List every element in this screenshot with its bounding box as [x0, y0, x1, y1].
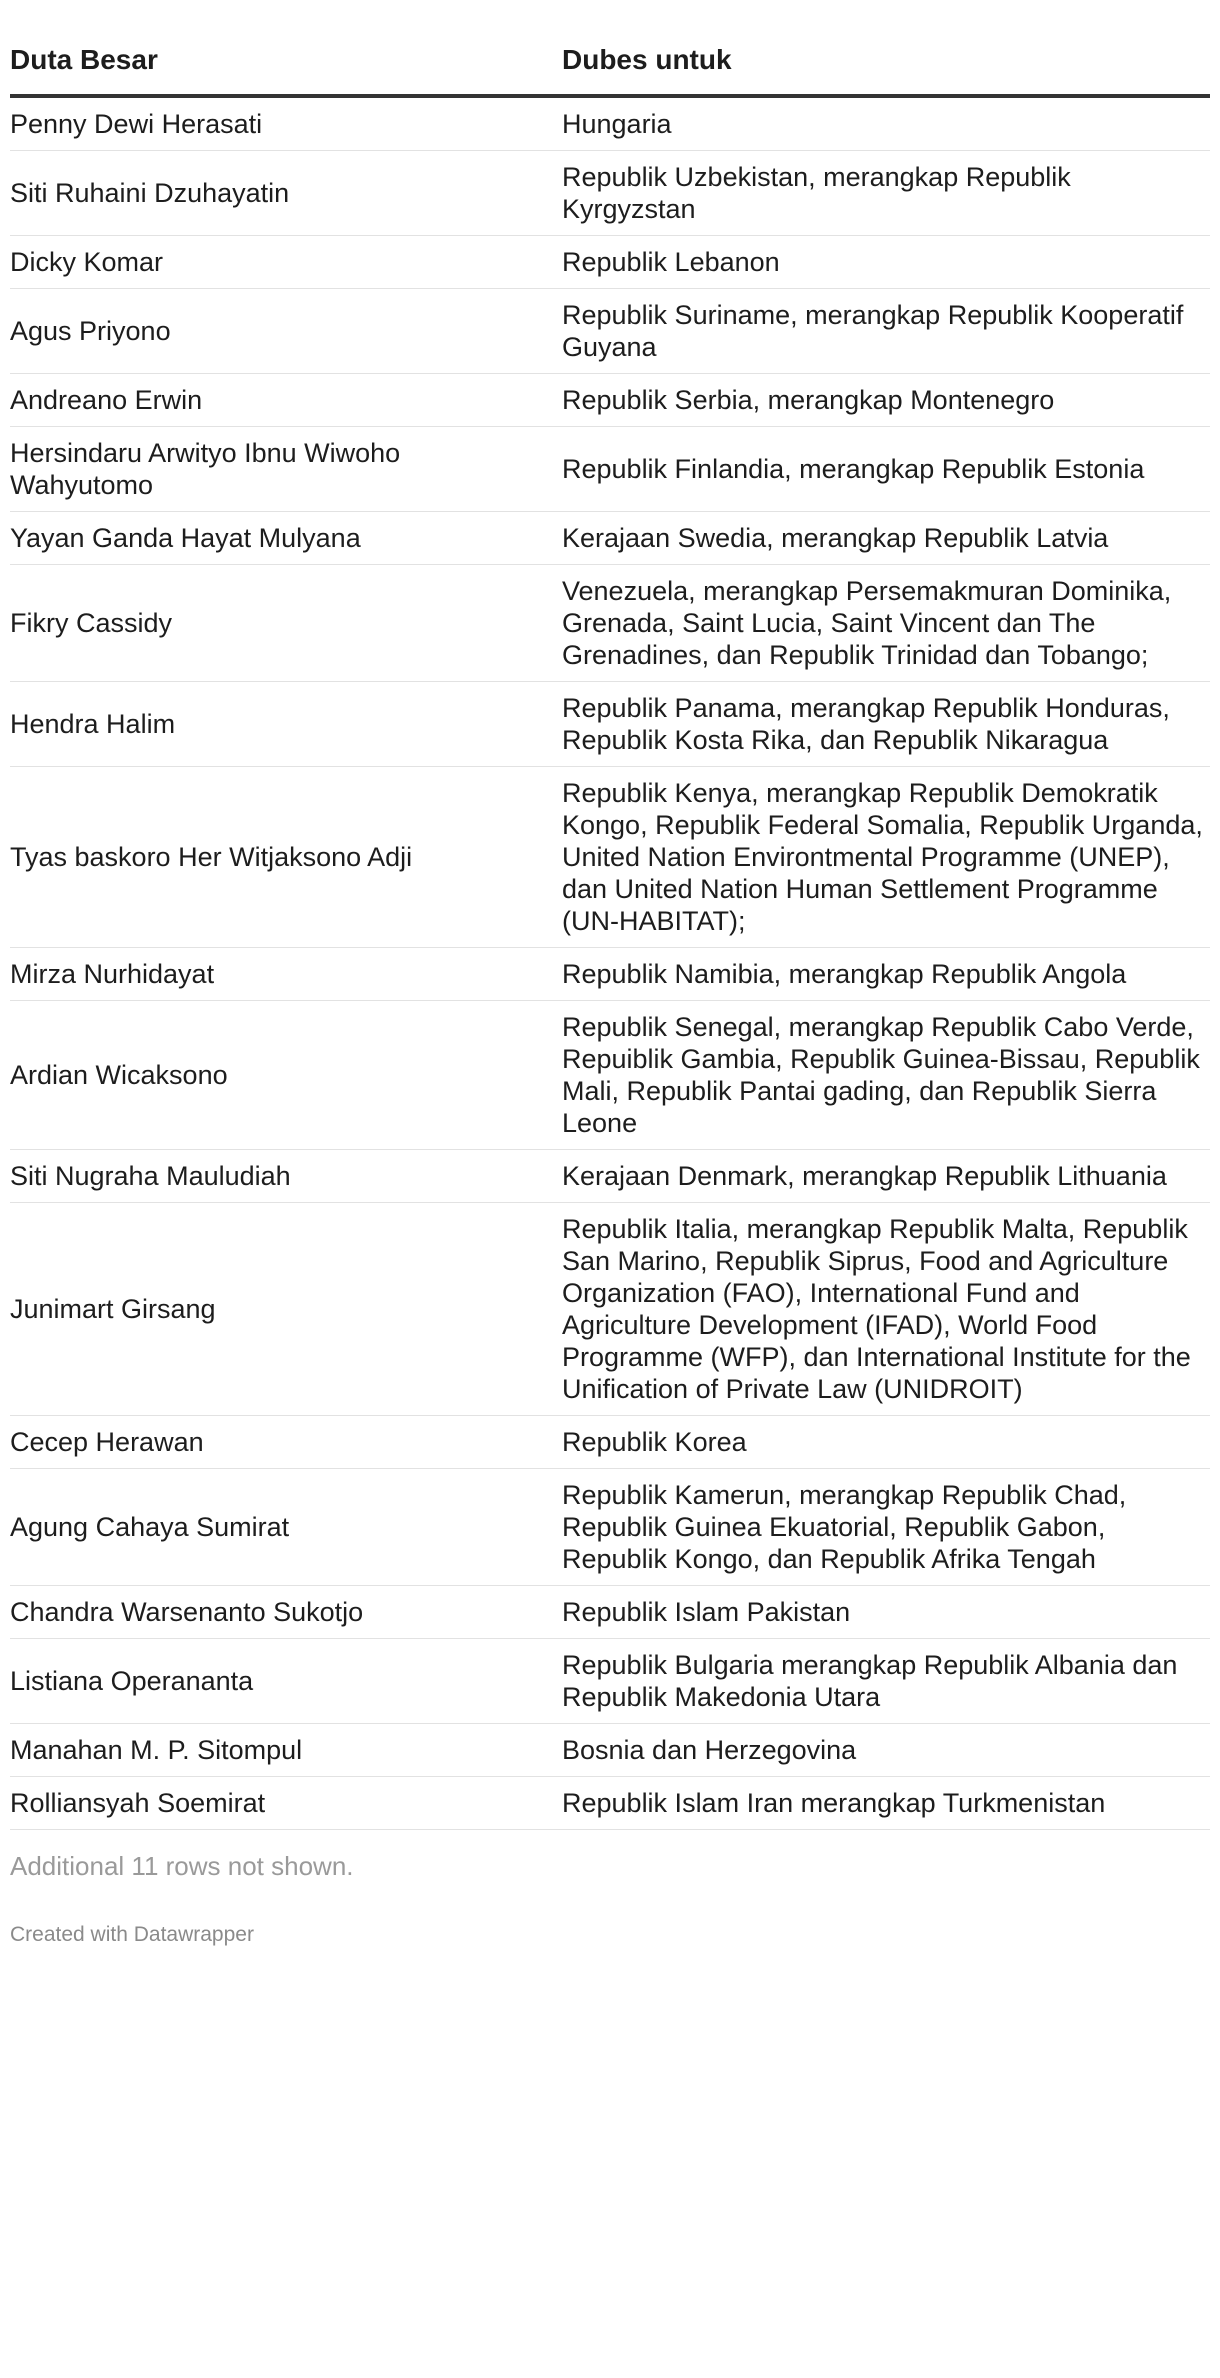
ambassador-name-cell: Chandra Warsenanto Sukotjo: [10, 1586, 562, 1639]
datawrapper-table-container: [10, 0, 1220, 1948]
posting-country-cell: Republik Kamerun, merangkap Republik Chad, Republik Guinea Ekuatorial, Republik Gabon, Republik Kongo, dan Republik Afrika Tengah: [562, 1469, 1210, 1586]
ambassador-name-cell: Cecep Herawan: [10, 1416, 562, 1469]
table-body: [10, 96, 1210, 1830]
posting-country-cell: Bosnia dan Herzegovina: [562, 1724, 1210, 1777]
table-row: [10, 1001, 1210, 1150]
ambassador-name-cell: Junimart Girsang: [10, 1203, 562, 1416]
ambassador-name-cell: Siti Nugraha Mauludiah: [10, 1150, 562, 1203]
posting-country-cell: Republik Italia, merangkap Republik Malta, Republik San Marino, Republik Siprus, Food and Agriculture Organization (FAO), International Fund and Agriculture Development (IFAD), World Food Programme (WFP), dan International Institute for the Unification of Private Law (UNIDROIT): [562, 1203, 1210, 1416]
table-row: [10, 151, 1210, 236]
posting-country-cell: Republik Senegal, merangkap Republik Cabo Verde, Repuiblik Gambia, Republik Guinea-Bissau, Republik Mali, Republik Pantai gading, dan Republik Sierra Leone: [562, 1001, 1210, 1150]
table-row: [10, 1150, 1210, 1203]
table-row: [10, 565, 1210, 682]
posting-country-cell: Kerajaan Denmark, merangkap Republik Lithuania: [562, 1150, 1210, 1203]
ambassador-name-cell: Ardian Wicaksono: [10, 1001, 562, 1150]
posting-country-cell: Republik Suriname, merangkap Republik Kooperatif Guyana: [562, 289, 1210, 374]
ambassador-name-cell: Hendra Halim: [10, 682, 562, 767]
ambassador-name-cell: Mirza Nurhidayat: [10, 948, 562, 1001]
ambassador-name-cell: Manahan M. P. Sitompul: [10, 1724, 562, 1777]
rows-hidden-note: Additional 11 rows not shown.: [10, 1851, 354, 1881]
posting-country-cell: Republik Korea: [562, 1416, 1210, 1469]
datawrapper-credit: Created with Datawrapper: [10, 1923, 254, 1946]
posting-country-cell: Kerajaan Swedia, merangkap Republik Latvia: [562, 512, 1210, 565]
table-row: [10, 1416, 1210, 1469]
column-header-posting[interactable]: Dubes untuk: [562, 0, 1210, 96]
ambassador-name-cell: Listiana Operananta: [10, 1639, 562, 1724]
posting-country-cell: Republik Bulgaria merangkap Republik Albania dan Republik Makedonia Utara: [562, 1639, 1210, 1724]
posting-country-cell: Republik Lebanon: [562, 236, 1210, 289]
posting-country-cell: Republik Serbia, merangkap Montenegro: [562, 374, 1210, 427]
column-header-ambassador[interactable]: Duta Besar: [10, 0, 562, 96]
table-row: [10, 96, 1210, 151]
posting-country-cell: Republik Islam Iran merangkap Turkmenistan: [562, 1777, 1210, 1830]
table-row: [10, 948, 1210, 1001]
table-row: [10, 1203, 1210, 1416]
table-row: [10, 427, 1210, 512]
ambassador-name-cell: Yayan Ganda Hayat Mulyana: [10, 512, 562, 565]
table-row: [10, 374, 1210, 427]
posting-country-cell: Republik Uzbekistan, merangkap Republik Kyrgyzstan: [562, 151, 1210, 236]
table-row: [10, 1586, 1210, 1639]
ambassador-table: [10, 0, 1210, 1830]
table-row: [10, 767, 1210, 948]
ambassador-name-cell: Siti Ruhaini Dzuhayatin: [10, 151, 562, 236]
posting-country-cell: Venezuela, merangkap Persemakmuran Dominika, Grenada, Saint Lucia, Saint Vincent dan The Grenadines, dan Republik Trinidad dan Tobango;: [562, 565, 1210, 682]
table-row: [10, 1469, 1210, 1586]
ambassador-name-cell: Agung Cahaya Sumirat: [10, 1469, 562, 1586]
table-row: [10, 289, 1210, 374]
ambassador-name-cell: Andreano Erwin: [10, 374, 562, 427]
table-row: [10, 682, 1210, 767]
ambassador-name-cell: Agus Priyono: [10, 289, 562, 374]
ambassador-name-cell: Rolliansyah Soemirat: [10, 1777, 562, 1830]
ambassador-name-cell: Fikry Cassidy: [10, 565, 562, 682]
posting-country-cell: Republik Namibia, merangkap Republik Angola: [562, 948, 1210, 1001]
table-row: [10, 1777, 1210, 1830]
table-row: [10, 1724, 1210, 1777]
posting-country-cell: Hungaria: [562, 96, 1210, 151]
table-row: [10, 236, 1210, 289]
header-row: [10, 0, 1210, 96]
posting-country-cell: Republik Islam Pakistan: [562, 1586, 1210, 1639]
posting-country-cell: Republik Kenya, merangkap Republik Demokratik Kongo, Republik Federal Somalia, Republik Urganda, United Nation Environtmental Programme (UNEP), dan United Nation Human Settlement Programme (UN-HABITAT);: [562, 767, 1210, 948]
table-row: [10, 1639, 1210, 1724]
ambassador-name-cell: Penny Dewi Herasati: [10, 96, 562, 151]
posting-country-cell: Republik Panama, merangkap Republik Honduras, Republik Kosta Rika, dan Republik Nikaragua: [562, 682, 1210, 767]
table-header: [10, 0, 1210, 96]
ambassador-name-cell: Tyas baskoro Her Witjaksono Adji: [10, 767, 562, 948]
ambassador-name-cell: Dicky Komar: [10, 236, 562, 289]
table-row: [10, 512, 1210, 565]
ambassador-name-cell: Hersindaru Arwityo Ibnu Wiwoho Wahyutomo: [10, 427, 562, 512]
posting-country-cell: Republik Finlandia, merangkap Republik Estonia: [562, 427, 1210, 512]
